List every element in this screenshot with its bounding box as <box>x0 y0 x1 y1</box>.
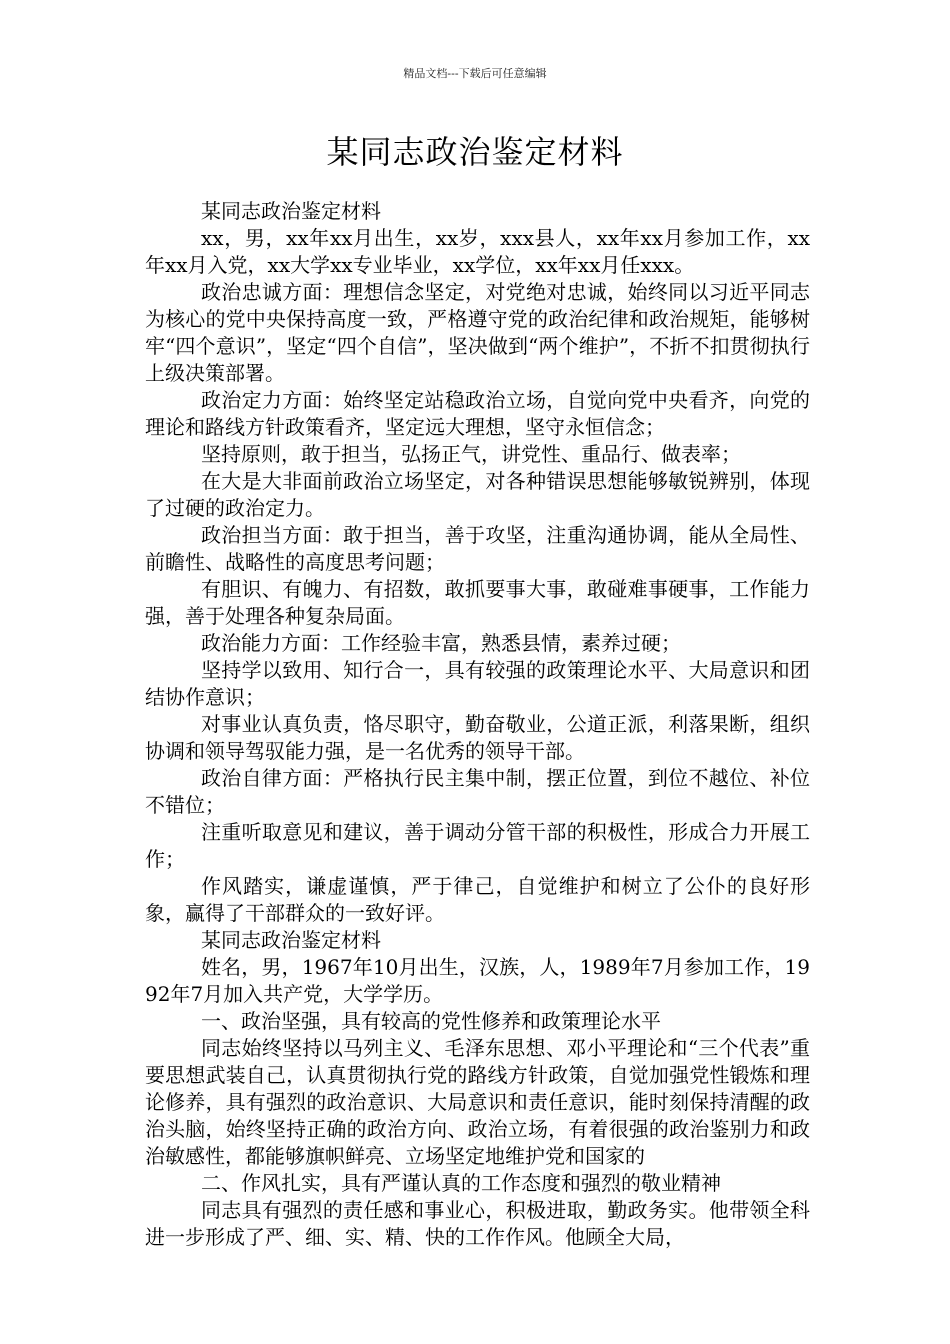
paragraph: 在大是大非面前政治立场坚定，对各种错误思想能够敏锐辨别，体现了过硬的政治定力。 <box>145 469 810 520</box>
page-header: 精品文档---下载后可任意编辑 <box>403 67 547 80</box>
paragraph: 对事业认真负责，恪尽职守，勤奋敬业，公道正派，利落果断，组织协调和领导驾驭能力强，是一名优秀的领导干部。 <box>145 712 810 763</box>
paragraph: 注重听取意见和建议，善于调动分管干部的积极性，形成合力开展工作； <box>145 820 810 871</box>
paragraph: 政治能力方面：工作经验丰富，熟悉县情，素养过硬； <box>201 631 681 655</box>
paragraph: 有胆识、有魄力、有招数，敢抓要事大事，敢碰难事硬事，工作能力强，善于处理各种复杂局面。 <box>145 577 810 628</box>
paragraph: 坚持原则，敢于担当，弘扬正气，讲党性、重品行、做表率； <box>201 442 741 466</box>
paragraph: 坚持学以致用、知行合一，具有较强的政策理论水平、大局意识和团结协作意识； <box>145 658 810 709</box>
paragraph: 政治定力方面：始终坚定站稳政治立场，自觉向党中央看齐，向党的理论和路线方针政策看齐，坚定远大理想，坚守永恒信念； <box>145 388 810 439</box>
paragraph: 政治担当方面：敢于担当，善于攻坚，注重沟通协调，能从全局性、前瞻性、战略性的高度思考问题； <box>145 523 810 574</box>
paragraph: 政治忠诚方面：理想信念坚定，对党绝对忠诚，始终同以习近平同志为核心的党中央保持高度一致，严格遵守党的政治纪律和政治规矩，能够树牢“四个意识”，坚定“四个自信”，坚决做到“两个维护”，不折不扣贯彻执行上级决策部署。 <box>145 280 810 385</box>
section-heading: 二、作风扎实，具有严谨认真的工作态度和强烈的敬业精神 <box>201 1171 721 1195</box>
paragraph: 政治自律方面：严格执行民主集中制，摆正位置，到位不越位、补位不错位； <box>145 766 810 817</box>
paragraph: 同志始终坚持以马列主义、毛泽东思想、邓小平理论和“三个代表”重要思想武装自己，认真贯彻执行党的路线方针政策，自觉加强党性锻炼和理论修养，具有强烈的政治意识、大局意识和责任意识，能时刻保持清醒的政治头脑，始终坚持正确的政治方向、政治立场，有着很强的政治鉴别力和政治敏感性，都能够旗帜鲜亮、立场坚定地维护党和国家的 <box>145 1036 810 1168</box>
paragraph: 姓名，男，1967年10月出生，汉族，人，1989年7月参加工作，1992年7月加入共产党，大学学历。 <box>145 955 810 1006</box>
document-title: 某同志政治鉴定材料 <box>326 133 624 171</box>
paragraph: 同志具有强烈的责任感和事业心，积极进取，勤政务实。他带领全科进一步形成了严、细、实、精、快的工作作风。他顾全大局， <box>145 1198 810 1249</box>
section-heading: 一、政治坚强，具有较高的党性修养和政策理论水平 <box>201 1009 661 1033</box>
paragraph: 某同志政治鉴定材料 <box>201 928 381 952</box>
paragraph: 某同志政治鉴定材料 <box>201 199 381 223</box>
paragraph: xx，男，xx年xx月出生，xx岁，xxx县人，xx年xx月参加工作，xx年xx月入党，xx大学xx专业毕业，xx学位，xx年xx月任xxx。 <box>145 226 810 277</box>
document-body <box>145 198 810 1251</box>
paragraph: 作风踏实，谦虚谨慎，严于律己，自觉维护和树立了公仆的良好形象，赢得了干部群众的一致好评。 <box>145 874 810 925</box>
